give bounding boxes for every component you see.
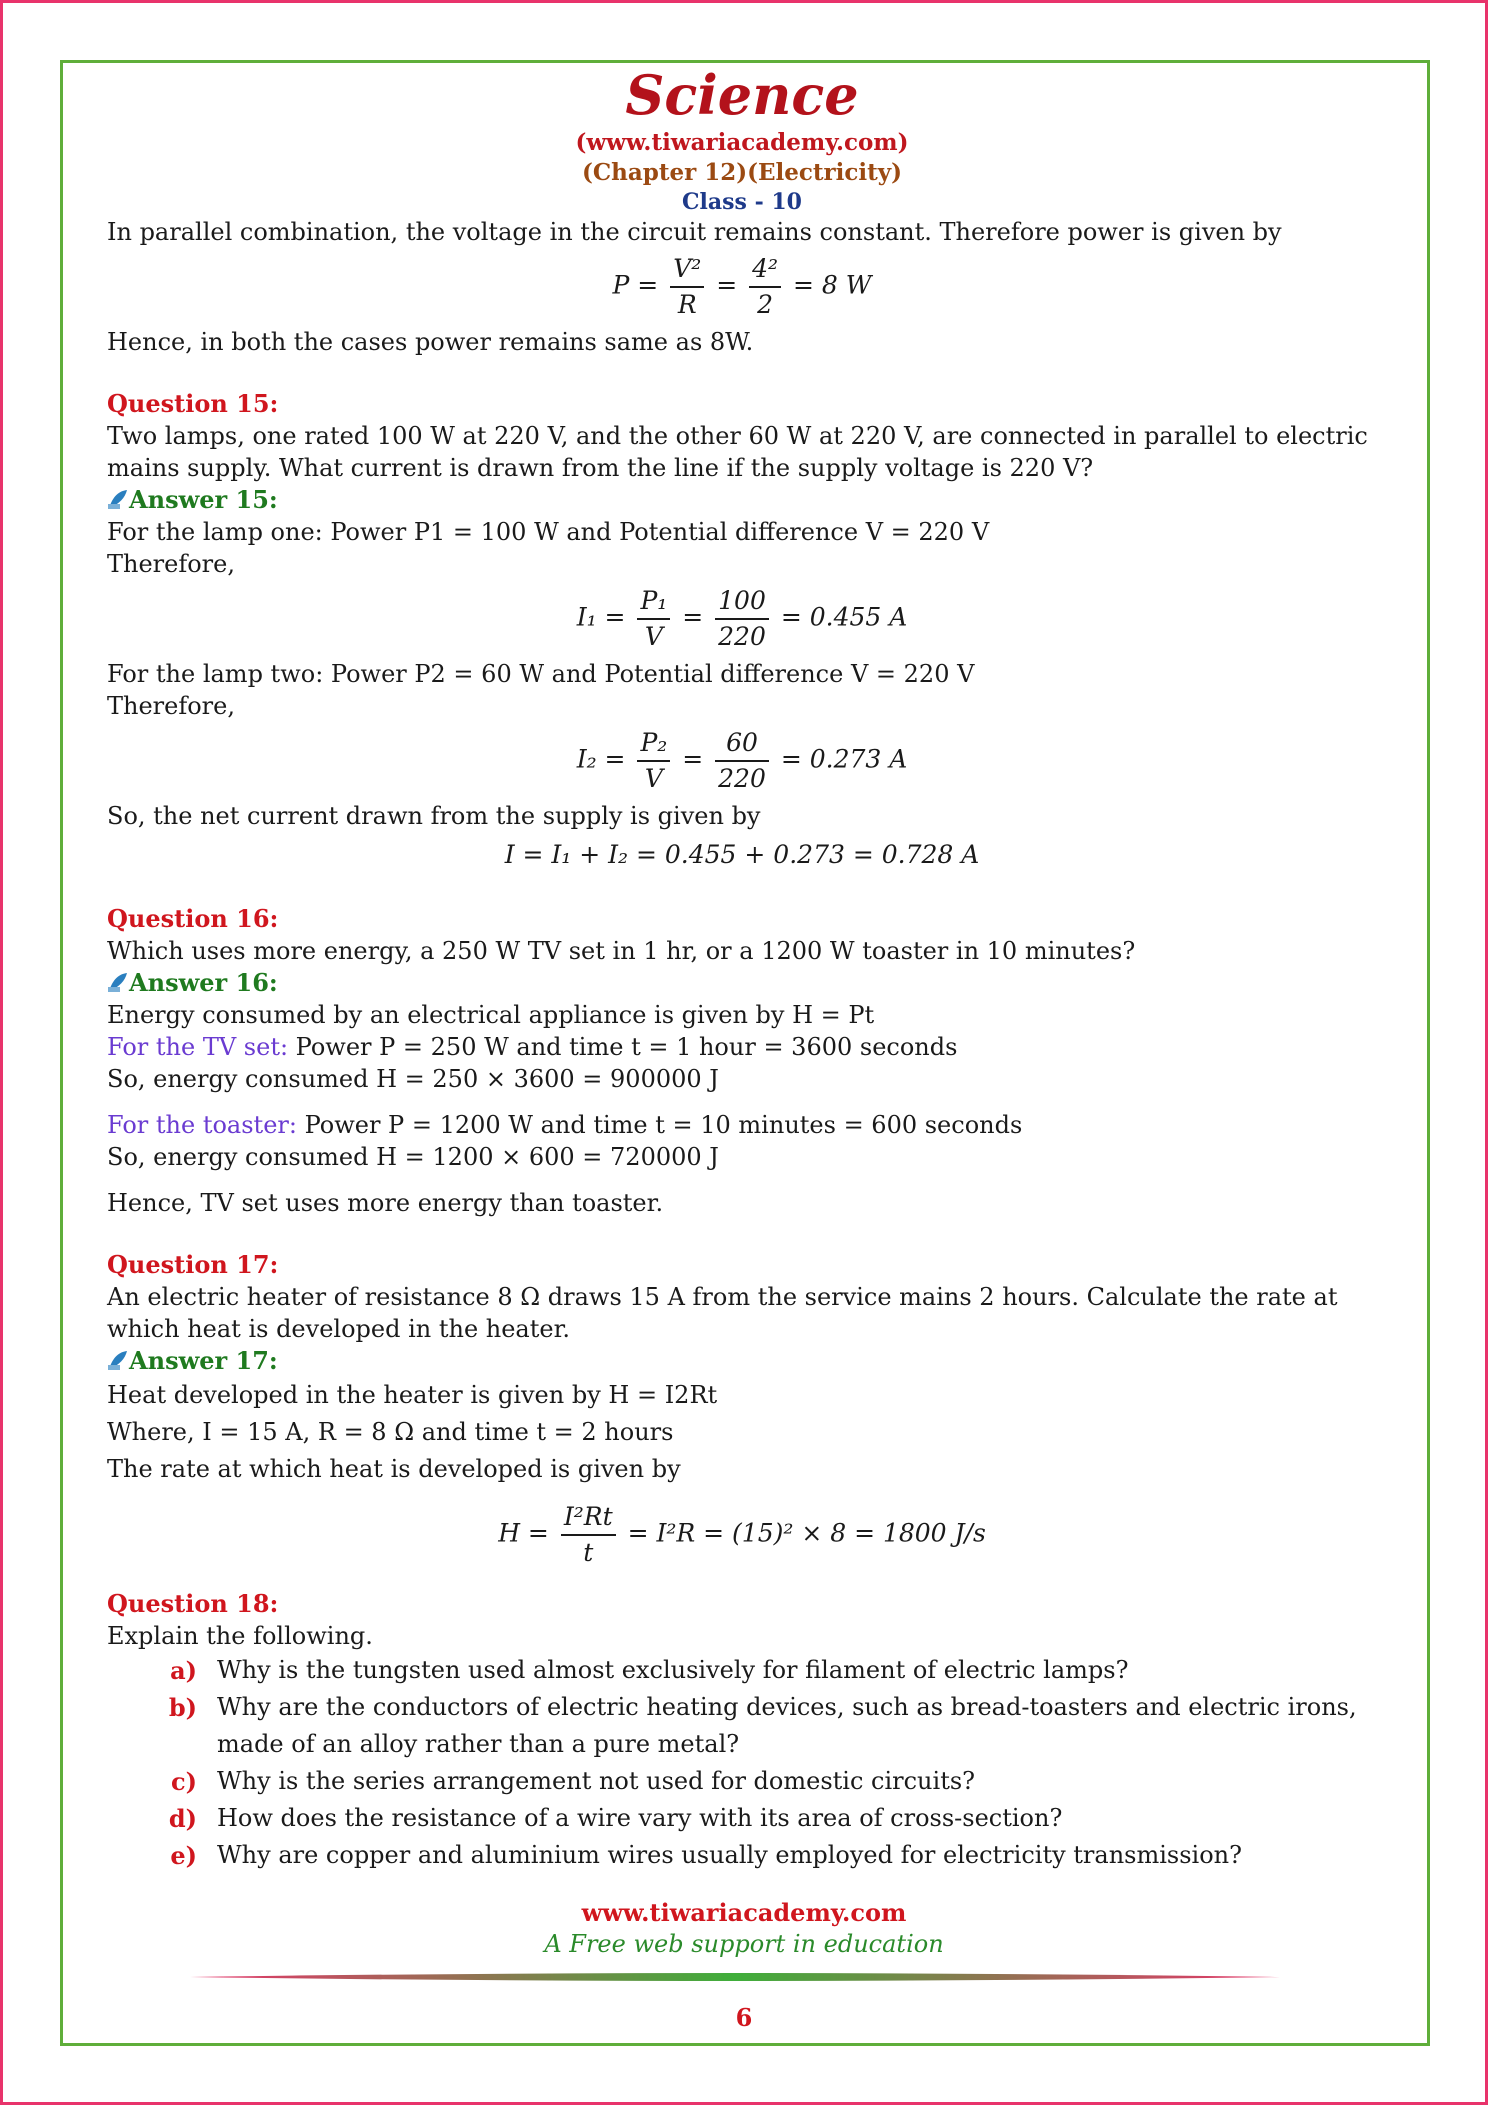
frac-den: 220 (718, 622, 766, 651)
question-17-text: An electric heater of resistance 8 Ω draws 15 A from the service mains 2 hours. Calculate the rate at which heat is developed in the heater. (107, 1283, 1338, 1343)
item-label: b) (168, 1693, 197, 1722)
eq-mid: = (682, 602, 704, 632)
question-18-intro: Explain the following. (107, 1622, 373, 1650)
frac-den: V (644, 622, 663, 651)
power-equation (107, 252, 1377, 322)
frac-num: 4² (749, 252, 781, 288)
heat-equation (107, 1500, 1377, 1570)
item-label: c) (171, 1767, 197, 1796)
answer-label-text: Answer 16: (129, 968, 278, 997)
item-label: e) (170, 1841, 197, 1870)
intro-line: In parallel combination, the voltage in the circuit remains constant. Therefore power is given by (107, 218, 1282, 246)
current-equation-2 (107, 726, 1377, 796)
eq-rhs: = I²R = (15)² × 8 = 1800 J/s (627, 1518, 986, 1548)
intro-conclusion: Hence, in both the cases power remains same as 8W. (107, 328, 754, 356)
list-item (107, 1800, 1377, 1837)
q15-line2: For the lamp two: Power P2 = 60 W and Potential difference V = 220 V (107, 660, 975, 688)
footer-site-link[interactable]: www.tiwariacademy.com (581, 1898, 907, 1927)
frac-num: P₁ (637, 584, 670, 620)
item-label: a) (170, 1656, 197, 1685)
frac-den: 2 (757, 290, 774, 319)
answer-label-text: Answer 17: (129, 1346, 278, 1375)
item-text: Why are the conductors of electric heating devices, such as bread-toasters and electric irons, made of an alloy rather than a pure metal? (217, 1693, 1357, 1758)
q16-line1: Energy consumed by an electrical appliance is given by H = Pt (107, 1001, 875, 1029)
page-title: Science (625, 63, 859, 127)
header-chapter: (Chapter 12)(Electricity) (581, 159, 903, 186)
feather-icon (107, 971, 129, 993)
frac-num: V² (670, 252, 704, 288)
item-text: Why are copper and aluminium wires usually employed for electricity transmission? (217, 1841, 1242, 1869)
tv-label: For the TV set: (107, 1033, 289, 1061)
list-item (107, 1652, 1377, 1689)
fraction (670, 252, 704, 322)
feather-icon (107, 1349, 129, 1371)
answer-16-label (107, 967, 1377, 999)
q17-line2: Where, I = 15 A, R = 8 Ω and time t = 2 hours (107, 1418, 674, 1446)
current-equation-1 (107, 584, 1377, 654)
frac-num: I²Rt (561, 1500, 616, 1536)
eq-mid: = (682, 744, 704, 774)
list-item (107, 1837, 1377, 1874)
fraction (749, 252, 781, 322)
footer-tagline: A Free web support in education (544, 1930, 944, 1958)
q16-tv-line (107, 1031, 1377, 1063)
q16-toaster-line (107, 1109, 1377, 1141)
frac-num: 60 (715, 726, 769, 762)
eq-lhs: H = (498, 1518, 549, 1548)
fraction (561, 1500, 616, 1570)
toaster-text: Power P = 1200 W and time t = 10 minutes = 600 seconds (296, 1111, 1023, 1139)
footer-divider (190, 1972, 1280, 1982)
page-content (107, 60, 1377, 1874)
fraction (637, 726, 670, 796)
frac-num: P₂ (637, 726, 670, 762)
eq-mid: = (716, 270, 738, 300)
eq-rhs: = 0.455 A (780, 602, 908, 632)
question-16-text: Which uses more energy, a 250 W TV set in 1 hr, or a 1200 W toaster in 10 minutes? (107, 937, 1136, 965)
q15-therefore2: Therefore, (107, 692, 235, 720)
question-15-text: Two lamps, one rated 100 W at 220 V, and the other 60 W at 220 V, are connected in parallel to electric mains supply. What current is drawn from the line if the supply voltage is 220 V? (107, 422, 1368, 482)
header-class: Class - 10 (682, 189, 802, 215)
feather-icon (107, 488, 129, 510)
item-text: How does the resistance of a wire vary with its area of cross-section? (217, 1804, 1063, 1832)
frac-den: t (583, 1538, 594, 1567)
answer-15-label (107, 484, 1377, 516)
fraction (715, 726, 769, 796)
q17-line3: The rate at which heat is developed is given by (107, 1455, 681, 1483)
frac-den: 220 (718, 764, 766, 793)
eq-rhs: = 0.273 A (780, 744, 908, 774)
page-number: 6 (735, 2003, 753, 2032)
q16-conclusion: Hence, TV set uses more energy than toaster. (107, 1189, 664, 1217)
answer-label-text: Answer 15: (129, 485, 278, 514)
toaster-label: For the toaster: (107, 1111, 297, 1139)
q16-tv-energy: So, energy consumed H = 250 × 3600 = 900000 J (107, 1065, 719, 1093)
list-item (107, 1763, 1377, 1800)
q16-toaster-energy: So, energy consumed H = 1200 × 600 = 720000 J (107, 1143, 719, 1171)
item-text: Why is the series arrangement not used for domestic circuits? (217, 1767, 976, 1795)
eq-lhs: I₁ = (576, 602, 626, 632)
frac-num: 100 (715, 584, 769, 620)
q17-line1: Heat developed in the heater is given by H = I2Rt (107, 1381, 718, 1409)
frac-den: R (677, 290, 697, 319)
net-current-equation: I = I₁ + I₂ = 0.455 + 0.273 = 0.728 A (504, 840, 980, 869)
question-18-list (107, 1652, 1377, 1874)
question-18-label: Question 18: (107, 1589, 279, 1618)
item-text: Why is the tungsten used almost exclusively for filament of electric lamps? (217, 1656, 1129, 1684)
eq-lhs: I₂ = (576, 744, 626, 774)
question-16-label: Question 16: (107, 904, 279, 933)
eq-lhs: P = (612, 270, 659, 300)
list-item (107, 1689, 1377, 1763)
fraction (637, 584, 670, 654)
frac-den: V (644, 764, 663, 793)
item-label: d) (168, 1804, 197, 1833)
q15-therefore1: Therefore, (107, 550, 235, 578)
question-15-label: Question 15: (107, 389, 279, 418)
question-17-label: Question 17: (107, 1250, 279, 1279)
fraction (715, 584, 769, 654)
q15-line3: So, the net current drawn from the supply is given by (107, 802, 761, 830)
header-site: (www.tiwariacademy.com) (575, 129, 909, 156)
answer-17-label (107, 1345, 1377, 1377)
q15-line1: For the lamp one: Power P1 = 100 W and Potential difference V = 220 V (107, 518, 990, 546)
tv-text: Power P = 250 W and time t = 1 hour = 3600 seconds (288, 1033, 958, 1061)
eq-rhs: = 8 W (793, 270, 872, 300)
